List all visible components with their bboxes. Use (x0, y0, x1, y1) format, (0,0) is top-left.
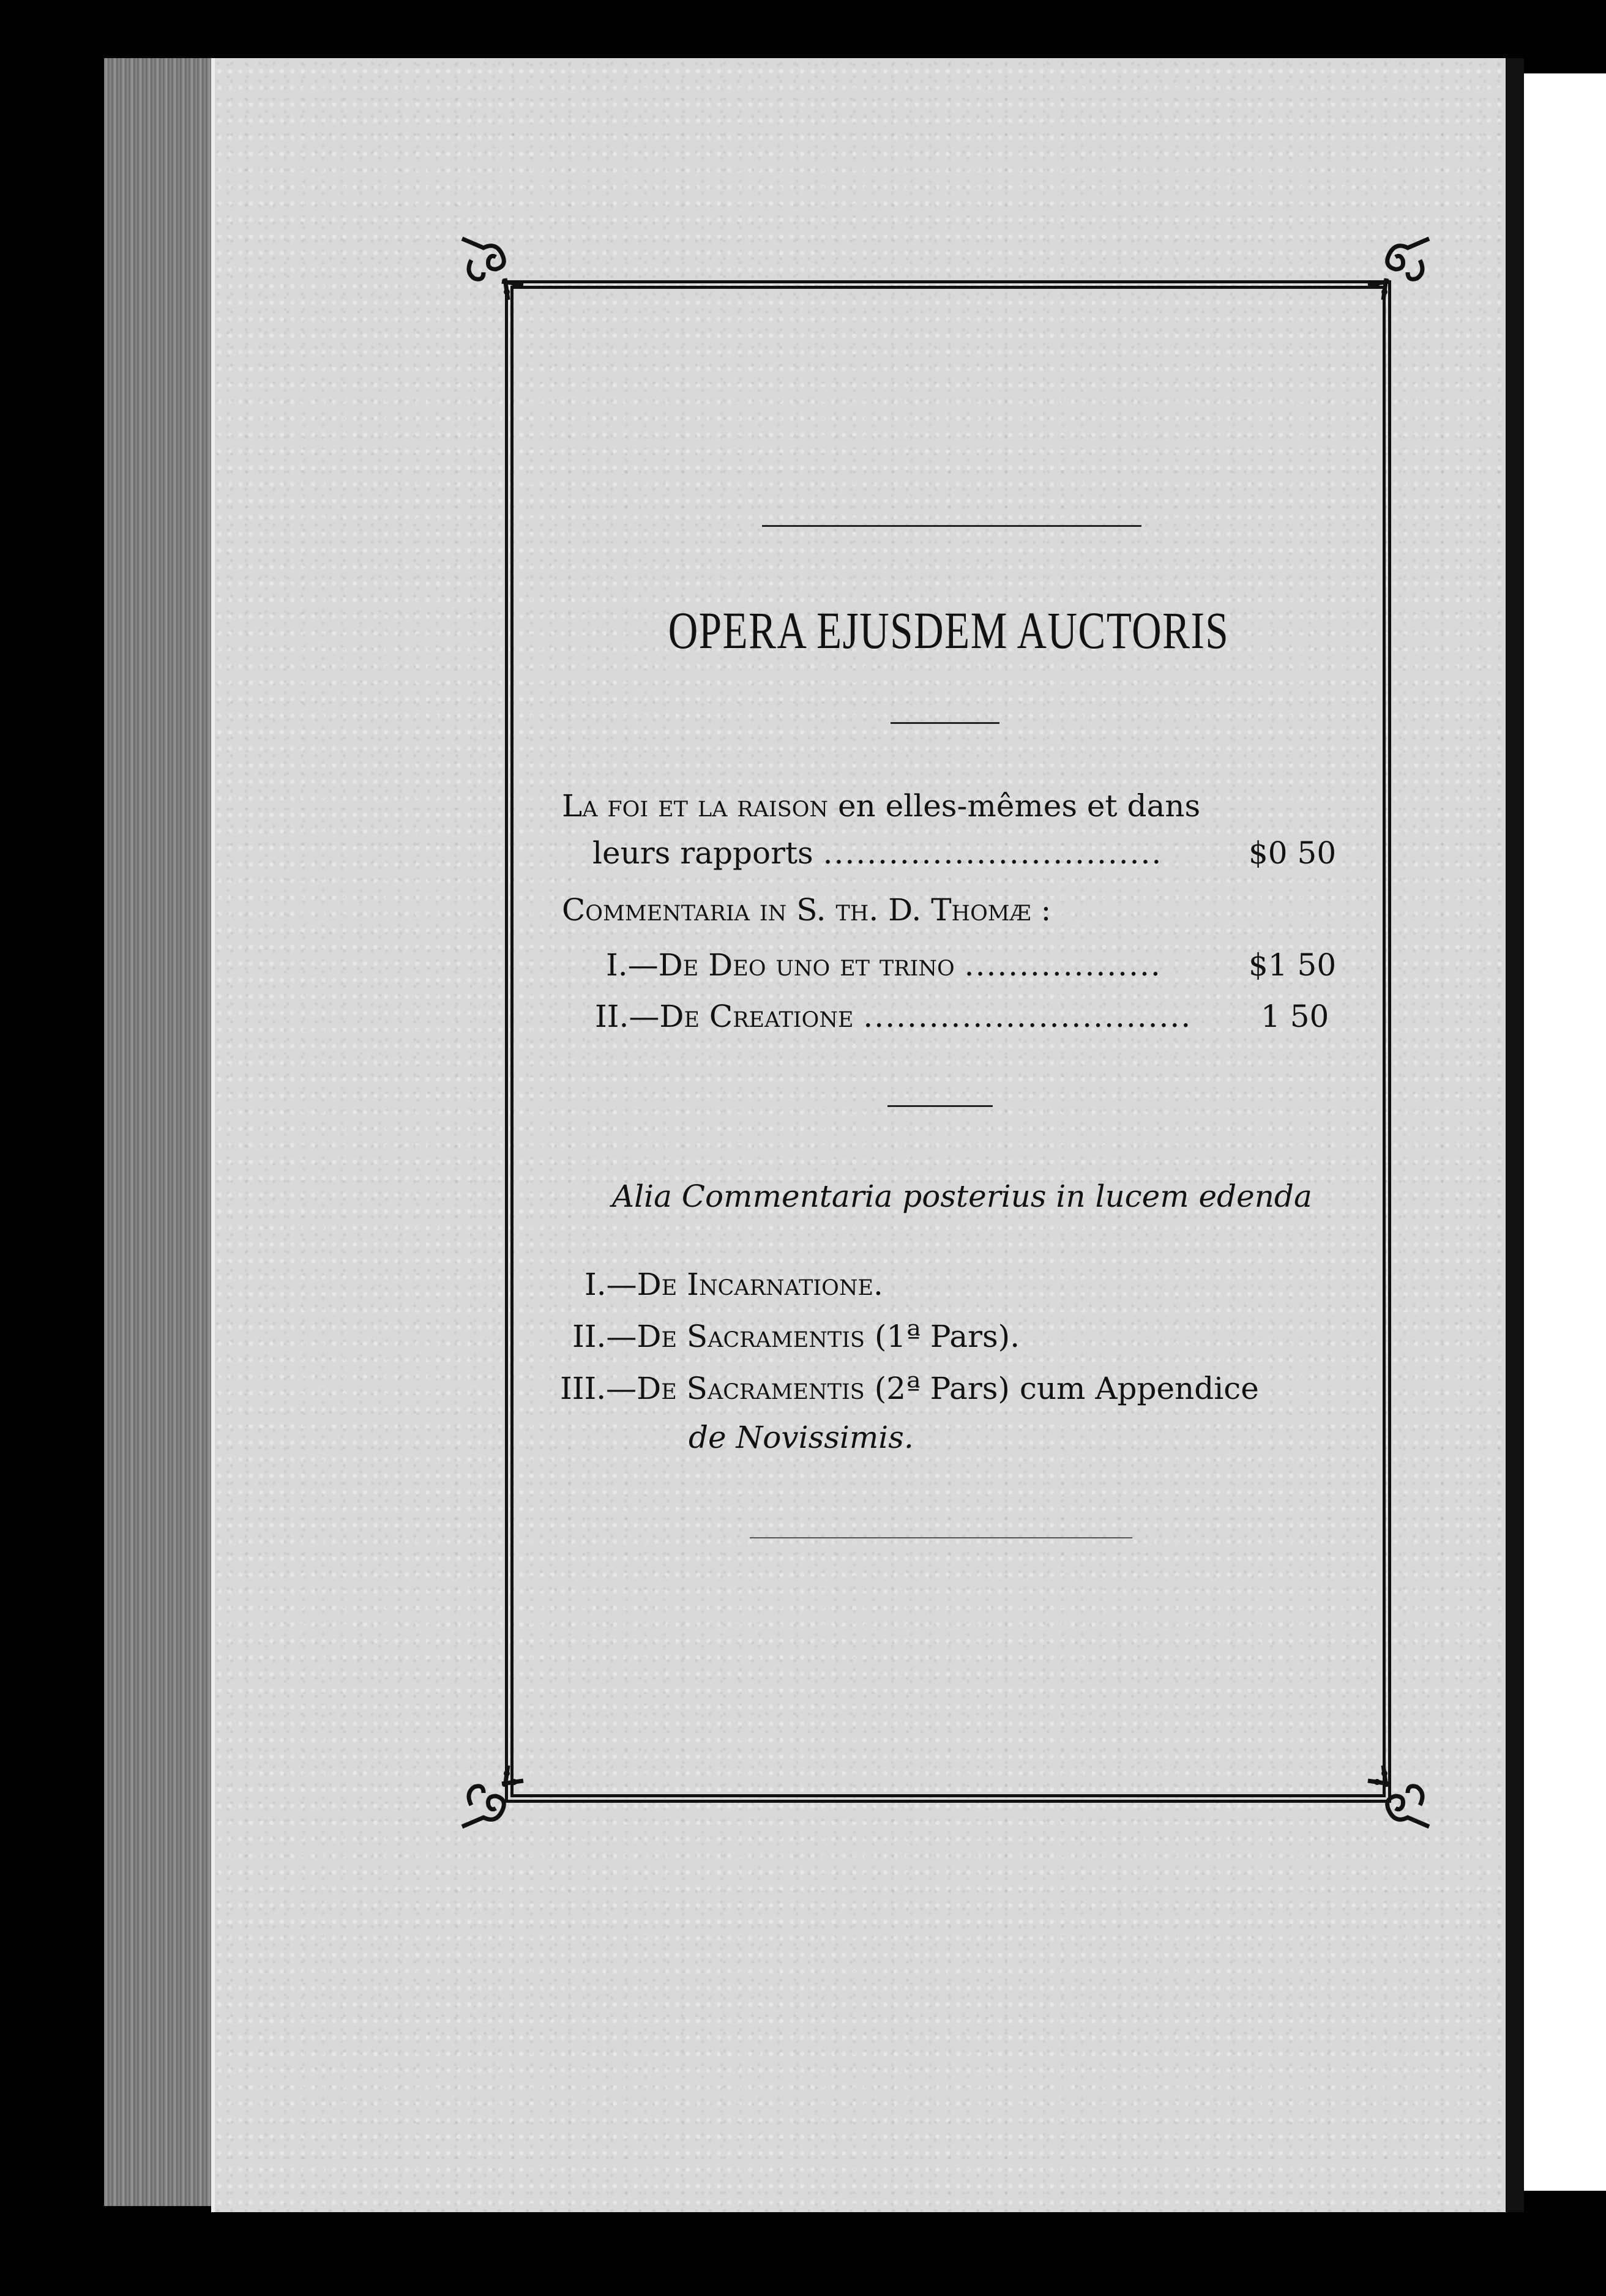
divider-rule (750, 1537, 1132, 1538)
sub-item-2 (595, 999, 1192, 1034)
corner-ornament-icon (1365, 236, 1432, 303)
item-number: II.— (595, 999, 660, 1034)
page-title: OPERA EJUSDEM AUCTORIS (668, 601, 1230, 660)
divider-rule (762, 525, 1141, 527)
sub-item-1 (606, 947, 1162, 983)
forthcoming-item-2 (572, 1319, 1020, 1354)
corner-ornament-icon (459, 1762, 526, 1830)
item-number: III.— (560, 1371, 637, 1406)
work-title: De Sacramentis (637, 1371, 865, 1406)
next-page-strip (1524, 73, 1606, 2191)
work-title-rest: en elles-mêmes et dans (837, 788, 1201, 824)
price: $0 50 (1249, 835, 1337, 871)
page-gap (1506, 58, 1524, 2212)
pars-label: (1ª Pars). (874, 1319, 1020, 1354)
work-title: De Creatione (659, 999, 854, 1034)
price: $1 50 (1249, 947, 1337, 983)
pars-label: (2ª Pars) cum Appendice (874, 1371, 1259, 1406)
work-item-1 (562, 788, 1200, 824)
forthcoming-item-1 (585, 1267, 883, 1302)
item-number: I.— (606, 947, 659, 983)
work-title: De Deo uno et trino (658, 947, 955, 983)
work-title: De Sacramentis (637, 1319, 865, 1354)
ornamental-frame (505, 280, 1391, 1803)
work-title-cont: leurs rapports (592, 835, 813, 871)
forthcoming-heading: Alia Commentaria posterius in lucem edenda (612, 1179, 1312, 1214)
forthcoming-item-3 (560, 1371, 1259, 1406)
divider-rule (887, 1105, 993, 1107)
price: 1 50 (1261, 999, 1329, 1034)
work-item-1-line2 (592, 835, 1162, 871)
corner-ornament-icon (459, 236, 526, 303)
work-title: De Incarnatione. (637, 1267, 883, 1302)
item-number: II.— (572, 1319, 637, 1354)
leader-dots: ............................... (823, 835, 1163, 871)
commentaria-heading: Commentaria in S. th. D. Thomæ : (562, 892, 1051, 928)
work-title: La foi et la raison (562, 788, 829, 824)
forthcoming-item-3-cont: de Novissimis. (689, 1420, 914, 1455)
divider-rule (891, 722, 999, 724)
leader-dots: .............................. (863, 999, 1192, 1034)
leader-dots: .................. (964, 947, 1162, 983)
corner-ornament-icon (1365, 1762, 1432, 1830)
item-number: I.— (585, 1267, 637, 1302)
